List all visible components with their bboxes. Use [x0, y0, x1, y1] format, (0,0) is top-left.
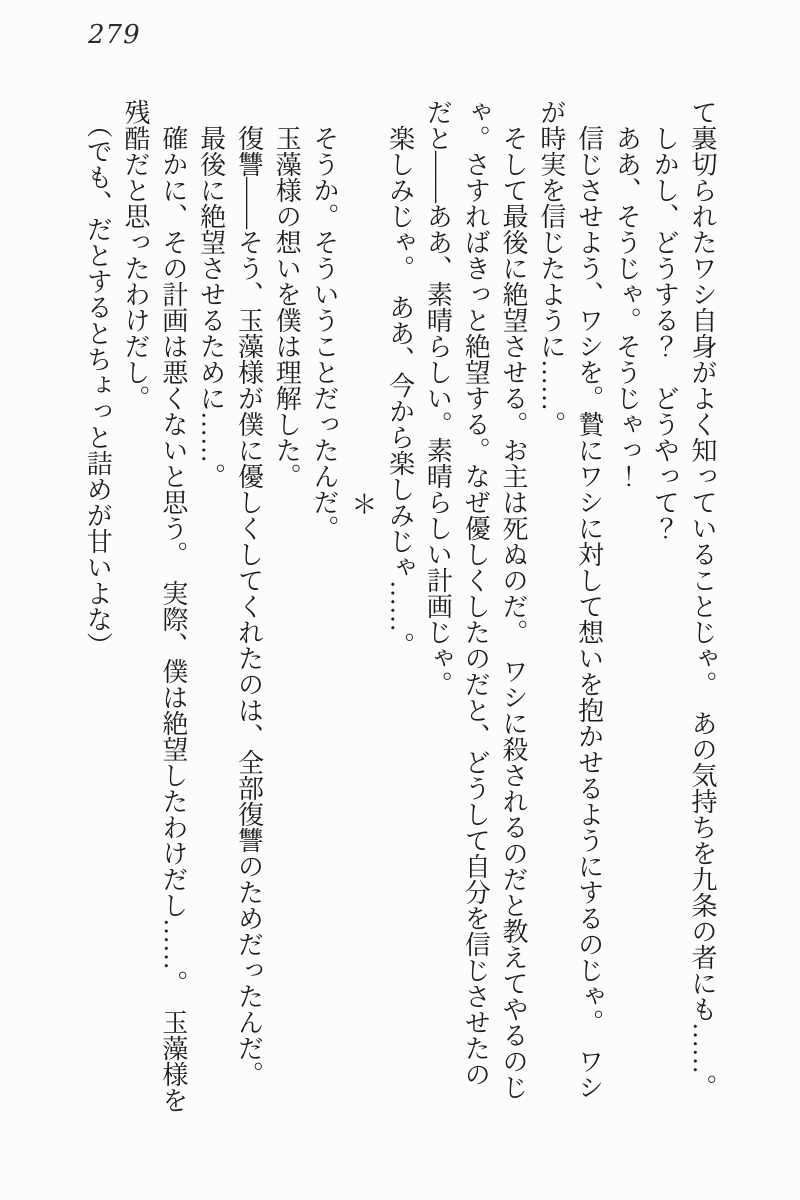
section-break-asterisk: ＊ [347, 491, 377, 517]
text-line: 楽しみじゃ。 ああ、今から楽しみじゃ……。 [385, 99, 415, 658]
text-line: 最後に絶望させるために……。 [196, 99, 226, 489]
text-line: が時実を信じたように……。 [536, 99, 566, 437]
text-line: ああ、そうじゃ。そうじゃっ！ [612, 99, 642, 489]
text-line: 玉藻様の想いを僕は理解した。 [272, 99, 302, 489]
text-line: そして最後に絶望させる。お主は死ぬのだ。 ワシに殺されるのだと教えてやるのじ [499, 99, 529, 1100]
text-line: 信じさせよう、ワシを。贄にワシに対して想いを抱かせるようにするのじゃ。 ワシ [574, 99, 604, 1100]
text-line: 残酷だと思ったわけだし。 [121, 99, 151, 411]
text-line: だと——ああ、素晴らしい。素晴らしい計画じゃ。 [423, 99, 453, 697]
text-line: しかし、どうする？ どうやって？ [650, 99, 680, 541]
text-line: 復讐——そう、玉藻様が僕に優しくしてくれたのは、全部復讐のためだったんだ。 [234, 99, 264, 1087]
text-block [78, 99, 721, 1145]
text-line: ゃ。さすればきっと絶望する。なぜ優しくしたのだと、どうして自分を信じさせたの [461, 99, 491, 1087]
text-line: そうか。そういうことだったんだ。 [310, 99, 340, 541]
text-line: （でも、だとするとちょっと詰めが甘いよな） [83, 99, 113, 658]
text-line: て裏切られたワシ自身がよく知っていることじゃ。 あの気持ちを九条の者にも……。 [688, 99, 717, 1100]
page-number: 279 [88, 20, 141, 50]
text-line: 確かに、その計画は悪くないと思う。 実際、僕は絶望したわけだし……。 玉藻様を [158, 99, 188, 1113]
